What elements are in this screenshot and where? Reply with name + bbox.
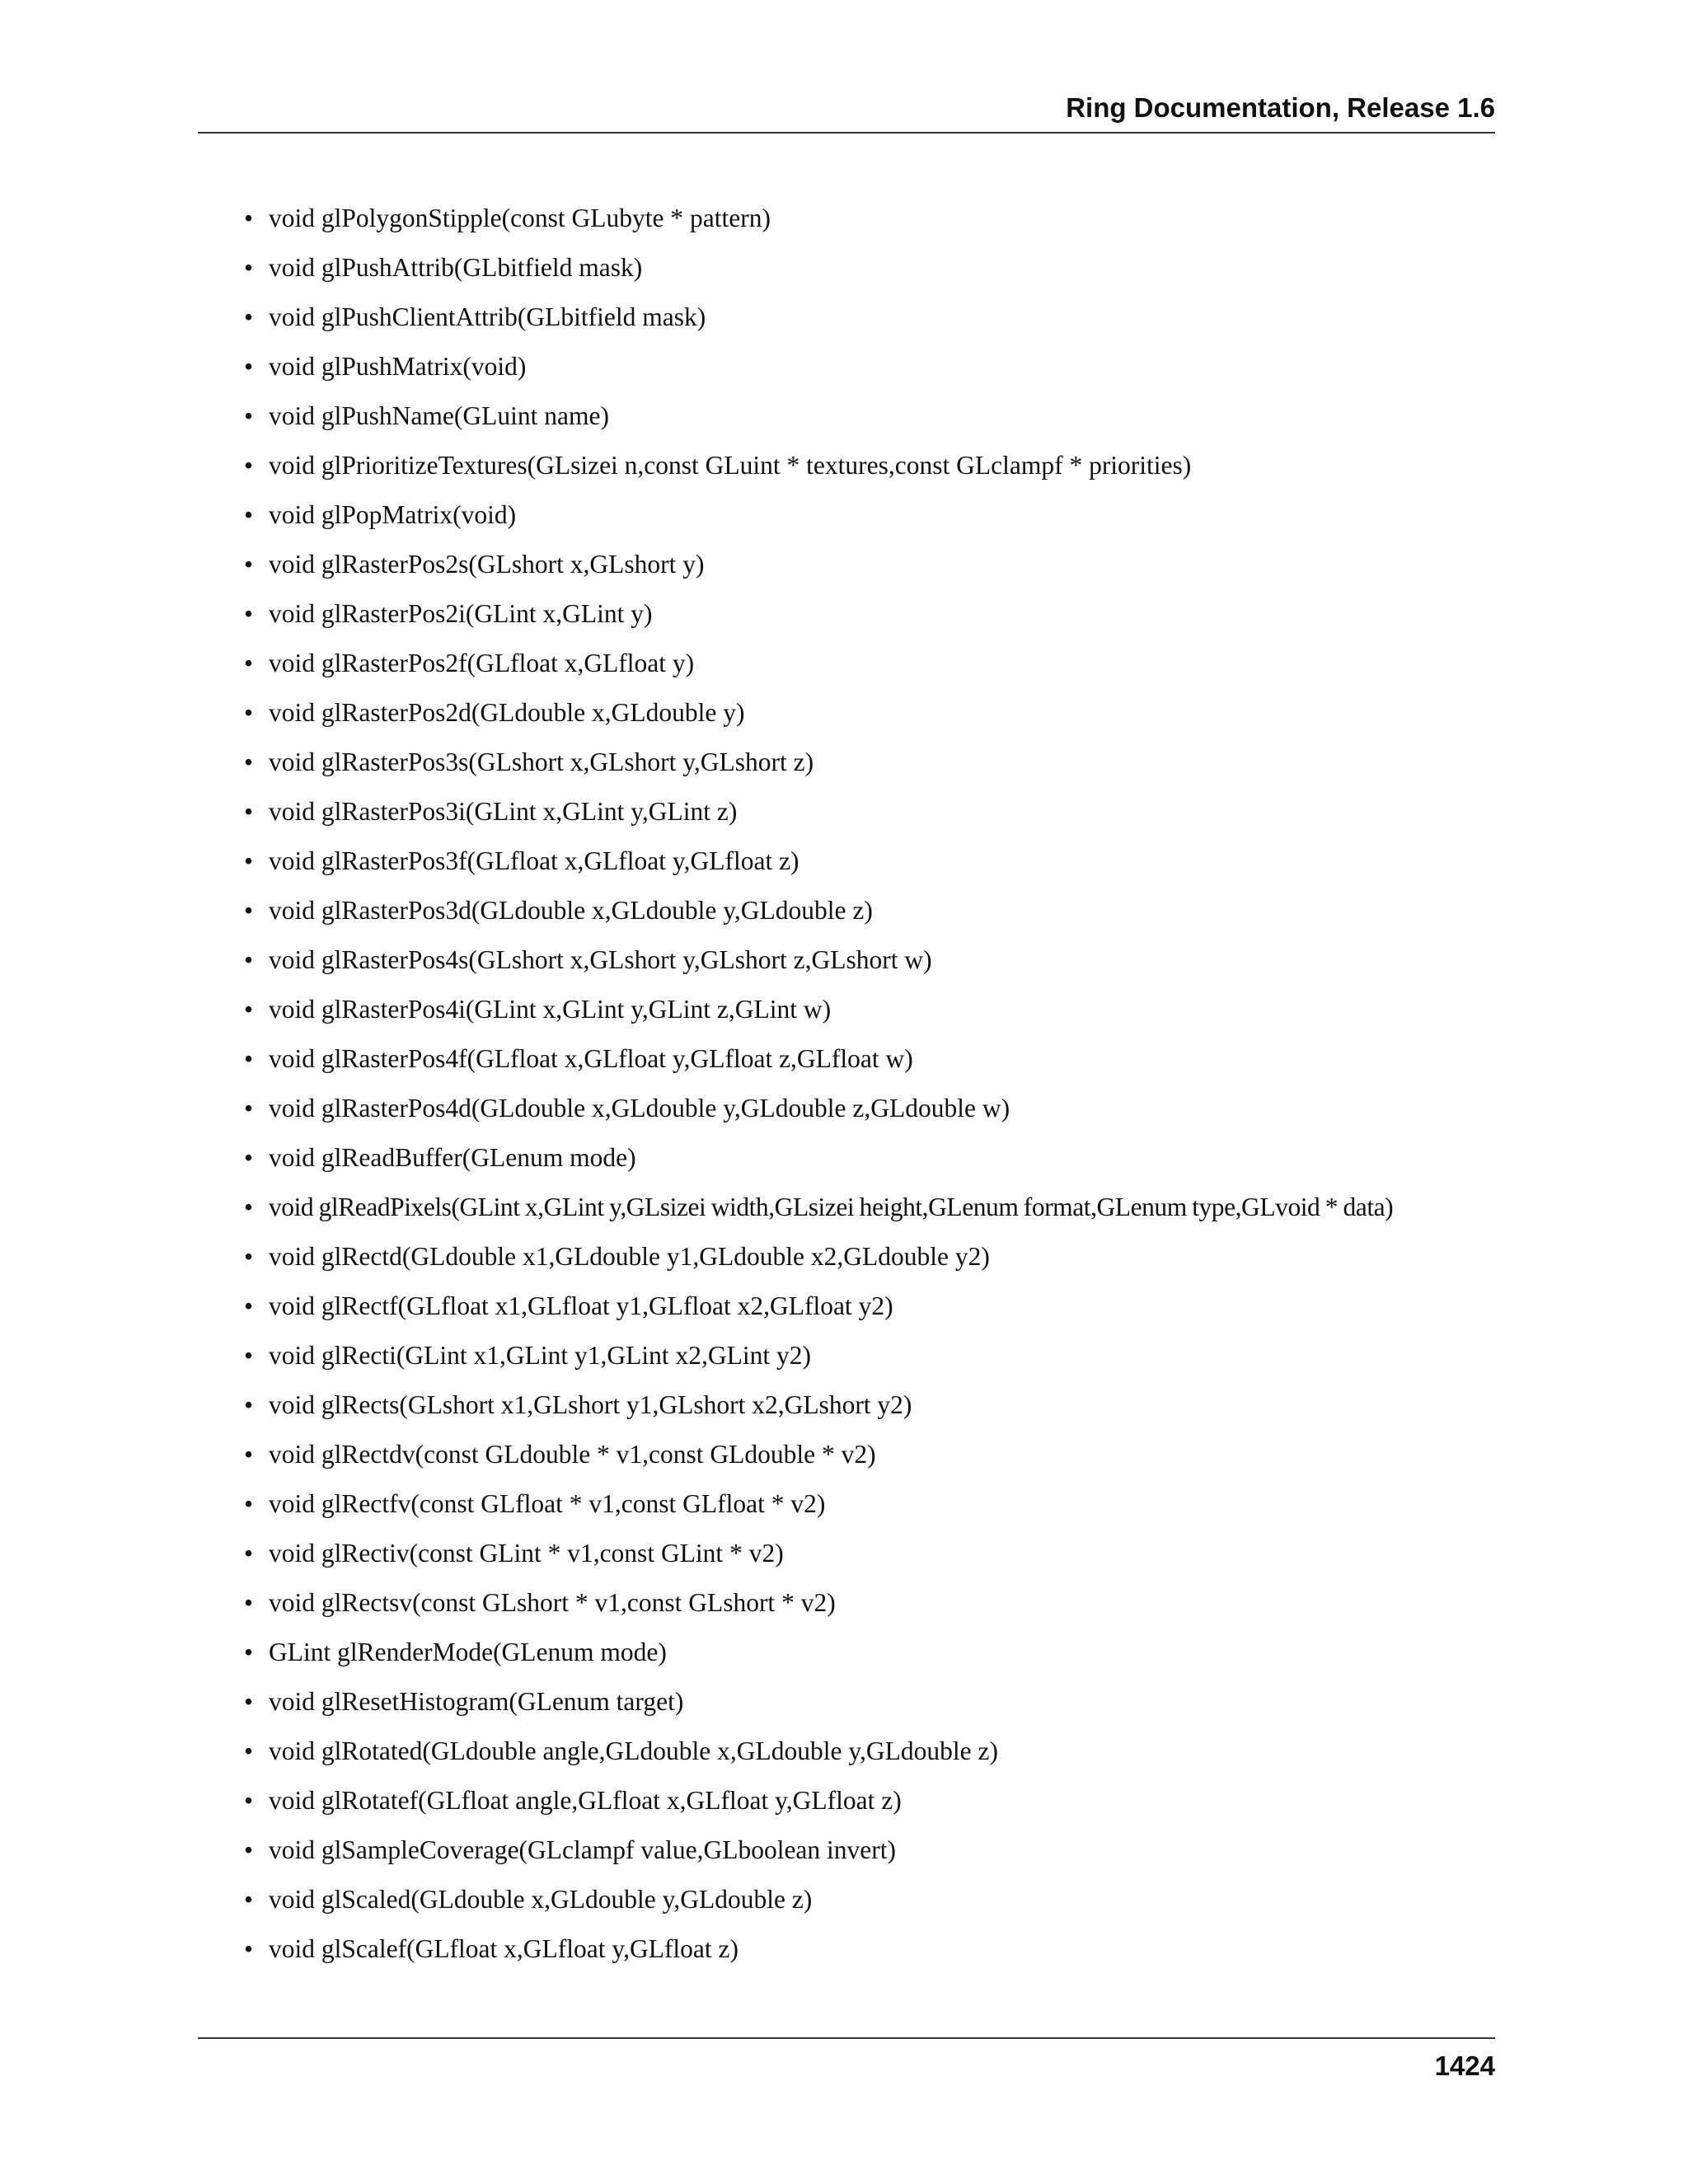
function-signature: void glRectfv(const GLfloat * v1,const GLfloat * v2) <box>269 1489 826 1518</box>
function-signature: void glRasterPos4f(GLfloat x,GLfloat y,GLfloat z,GLfloat w) <box>269 1044 913 1073</box>
page-header <box>198 89 1495 134</box>
list-item <box>244 202 1505 251</box>
bullet-icon: • <box>244 352 254 381</box>
bullet-icon: • <box>244 1885 254 1914</box>
bullet-icon: • <box>244 797 254 826</box>
page-number: 1424 <box>1434 2050 1495 2081</box>
bullet-icon: • <box>244 1638 254 1666</box>
list-item <box>244 1339 1505 1389</box>
function-signature: void glRectiv(const GLint * v1,const GLint * v2) <box>269 1539 784 1568</box>
function-signature: void glRotatef(GLfloat angle,GLfloat x,GLfloat y,GLfloat z) <box>269 1786 902 1815</box>
list-item <box>244 696 1505 746</box>
list-item <box>244 499 1505 548</box>
bullet-icon: • <box>244 1786 254 1815</box>
bullet-icon: • <box>244 253 254 282</box>
document-title: Ring Documentation, Release 1.6 <box>1066 92 1495 123</box>
list-item <box>244 1685 1505 1735</box>
list-item <box>244 1537 1505 1586</box>
list-item <box>244 598 1505 647</box>
list-item <box>244 894 1505 944</box>
bullet-icon: • <box>244 896 254 925</box>
bullet-icon: • <box>244 1934 254 1963</box>
function-signature: void glScaled(GLdouble x,GLdouble y,GLdouble z) <box>269 1885 813 1914</box>
bullet-icon: • <box>244 1242 254 1271</box>
list-item <box>244 1290 1505 1339</box>
list-item <box>244 795 1505 845</box>
list-item <box>244 1834 1505 1883</box>
function-signature: void glPrioritizeTextures(GLsizei n,const GLuint * textures,const GLclampf * priorities) <box>269 451 1192 480</box>
list-item <box>244 548 1505 598</box>
function-signature: void glRotated(GLdouble angle,GLdouble x,GLdouble y,GLdouble z) <box>269 1736 998 1765</box>
bullet-icon: • <box>244 995 254 1024</box>
function-signature: void glReadPixels(GLint x,GLint y,GLsizei width,GLsizei height,GLenum format,GLenum type,GLvoid * data) <box>269 1193 1394 1221</box>
list-item <box>244 400 1505 449</box>
bullet-icon: • <box>244 1588 254 1617</box>
function-signature: void glRasterPos3f(GLfloat x,GLfloat y,GLfloat z) <box>269 846 799 875</box>
list-item <box>244 1240 1505 1290</box>
function-signature: void glRasterPos4d(GLdouble x,GLdouble y,GLdouble z,GLdouble w) <box>269 1094 1010 1122</box>
bullet-icon: • <box>244 204 254 232</box>
bullet-icon: • <box>244 1094 254 1122</box>
function-signature: void glRasterPos2s(GLshort x,GLshort y) <box>269 550 705 579</box>
list-item <box>244 1933 1505 1982</box>
bullet-icon: • <box>244 302 254 331</box>
function-signature: void glReadBuffer(GLenum mode) <box>269 1143 636 1172</box>
function-signature: void glRectdv(const GLdouble * v1,const GLdouble * v2) <box>269 1440 876 1469</box>
list-item <box>244 944 1505 993</box>
function-signature: void glPushClientAttrib(GLbitfield mask) <box>269 302 706 331</box>
function-signature: void glPushMatrix(void) <box>269 352 527 381</box>
bullet-icon: • <box>244 649 254 677</box>
function-signature: void glSampleCoverage(GLclampf value,GLboolean invert) <box>269 1835 896 1864</box>
list-item <box>244 1488 1505 1537</box>
bullet-icon: • <box>244 550 254 579</box>
function-signature: void glRasterPos2f(GLfloat x,GLfloat y) <box>269 649 695 677</box>
bullet-icon: • <box>244 1440 254 1469</box>
list-item <box>244 1586 1505 1636</box>
bullet-icon: • <box>244 599 254 628</box>
function-signature: void glScalef(GLfloat x,GLfloat y,GLfloat z) <box>269 1934 739 1963</box>
bullet-icon: • <box>244 846 254 875</box>
list-item <box>244 301 1505 350</box>
bullet-icon: • <box>244 1835 254 1864</box>
list-item <box>244 350 1505 400</box>
list-item <box>244 993 1505 1043</box>
bullet-icon: • <box>244 1044 254 1073</box>
bullet-icon: • <box>244 451 254 480</box>
bullet-icon: • <box>244 1687 254 1716</box>
list-item <box>244 1389 1505 1438</box>
bullet-icon: • <box>244 698 254 727</box>
function-signature: void glResetHistogram(GLenum target) <box>269 1687 684 1716</box>
function-signature: void glPushName(GLuint name) <box>269 401 609 430</box>
bullet-icon: • <box>244 500 254 529</box>
bullet-icon: • <box>244 1736 254 1765</box>
function-signature: void glRasterPos3i(GLint x,GLint y,GLint z) <box>269 797 738 826</box>
function-signature: void glPopMatrix(void) <box>269 500 517 529</box>
function-signature: void glPushAttrib(GLbitfield mask) <box>269 253 643 282</box>
page-footer <box>198 2037 1495 2081</box>
list-item <box>244 1784 1505 1834</box>
function-signature: void glRectd(GLdouble x1,GLdouble y1,GLdouble x2,GLdouble y2) <box>269 1242 990 1271</box>
function-signature: void glRectf(GLfloat x1,GLfloat y1,GLfloat x2,GLfloat y2) <box>269 1291 893 1320</box>
bullet-icon: • <box>244 1193 254 1221</box>
list-item <box>244 1735 1505 1784</box>
bullet-icon: • <box>244 401 254 430</box>
function-list <box>244 202 1505 1982</box>
list-item <box>244 1883 1505 1933</box>
bullet-icon: • <box>244 1539 254 1568</box>
function-signature: void glRecti(GLint x1,GLint y1,GLint x2,GLint y2) <box>269 1341 811 1370</box>
bullet-icon: • <box>244 748 254 776</box>
list-item <box>244 1043 1505 1092</box>
bullet-icon: • <box>244 1390 254 1419</box>
list-item <box>244 251 1505 301</box>
list-item <box>244 1438 1505 1488</box>
function-signature: void glRasterPos3d(GLdouble x,GLdouble y,GLdouble z) <box>269 896 873 925</box>
function-signature: void glRasterPos4s(GLshort x,GLshort y,GLshort z,GLshort w) <box>269 945 932 974</box>
list-item <box>244 647 1505 696</box>
bullet-icon: • <box>244 1341 254 1370</box>
function-signature: void glRects(GLshort x1,GLshort y1,GLshort x2,GLshort y2) <box>269 1390 912 1419</box>
list-item <box>244 1636 1505 1685</box>
list-item <box>244 746 1505 795</box>
function-signature: void glRasterPos2i(GLint x,GLint y) <box>269 599 653 628</box>
bullet-icon: • <box>244 1489 254 1518</box>
bullet-icon: • <box>244 1143 254 1172</box>
bullet-icon: • <box>244 945 254 974</box>
list-item <box>244 1141 1505 1191</box>
list-item <box>244 845 1505 894</box>
bullet-icon: • <box>244 1291 254 1320</box>
function-signature: void glRectsv(const GLshort * v1,const GLshort * v2) <box>269 1588 836 1617</box>
list-item <box>244 1092 1505 1141</box>
function-signature: GLint glRenderMode(GLenum mode) <box>269 1638 667 1666</box>
list-item <box>244 449 1505 499</box>
function-signature: void glRasterPos3s(GLshort x,GLshort y,GLshort z) <box>269 748 814 776</box>
function-signature: void glRasterPos4i(GLint x,GLint y,GLint z,GLint w) <box>269 995 832 1024</box>
list-item <box>244 1191 1505 1240</box>
function-signature: void glPolygonStipple(const GLubyte * pattern) <box>269 204 771 232</box>
function-signature: void glRasterPos2d(GLdouble x,GLdouble y) <box>269 698 745 727</box>
